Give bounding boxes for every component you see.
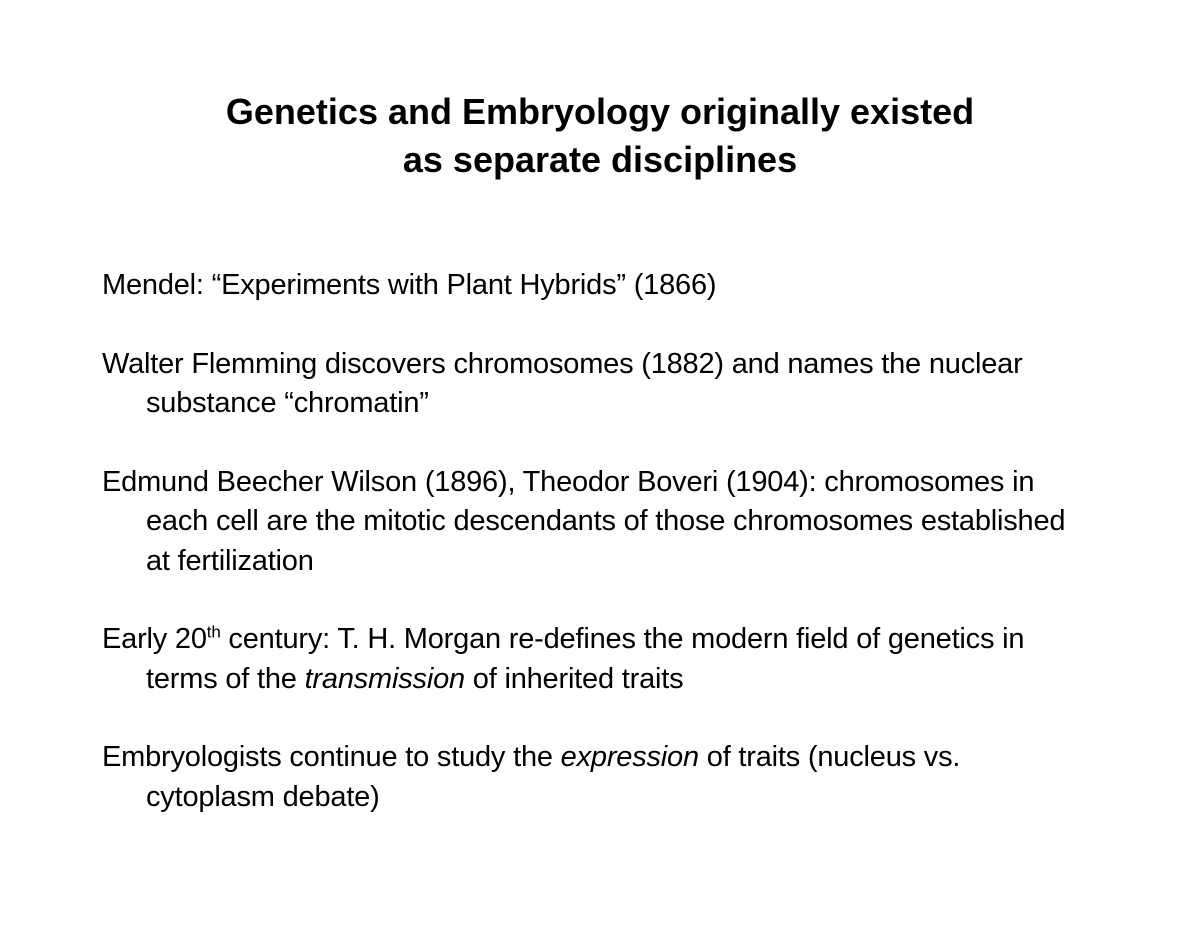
bullet-mendel: Mendel: “Experiments with Plant Hybrids” (1866) bbox=[102, 269, 717, 301]
slide-title bbox=[0, 88, 1200, 184]
bullet-list bbox=[102, 266, 1082, 856]
bullet-flemming: Walter Flemming discovers chromosomes (1882) and names the nuclear substance “chromatin” bbox=[102, 347, 1023, 419]
bullet-morgan-text-end: of inherited traits bbox=[464, 662, 684, 695]
bullet-embryologists-text-start: Embryologists continue to study the bbox=[102, 741, 561, 773]
bullet-morgan-superscript: th bbox=[206, 622, 221, 642]
bullet-wilson-boveri: Edmund Beecher Wilson (1896), Theodor Boveri (1904): chromosomes in each cell are the mitotic descendants of those chromosomes established at fertilization bbox=[102, 465, 1066, 577]
slide-title-line-1: Genetics and Embryology originally existed bbox=[225, 91, 975, 132]
bullet-morgan bbox=[102, 620, 1082, 699]
bullet-embryologists-emphasis: expression bbox=[560, 741, 699, 773]
bullet-morgan-text-start: Early 20 bbox=[102, 623, 207, 655]
bullet-embryologists-text-end: of traits (nucleus vs. cytoplasm debate) bbox=[146, 741, 961, 813]
bullet-embryologists bbox=[102, 738, 1082, 817]
bullet-morgan-text-middle: century: T. H. Morgan re-defines the modern field of genetics in terms of the bbox=[146, 623, 1025, 695]
slide-title-line-2: as separate disciplines bbox=[402, 139, 798, 180]
bullet-morgan-emphasis: transmission bbox=[304, 662, 465, 695]
